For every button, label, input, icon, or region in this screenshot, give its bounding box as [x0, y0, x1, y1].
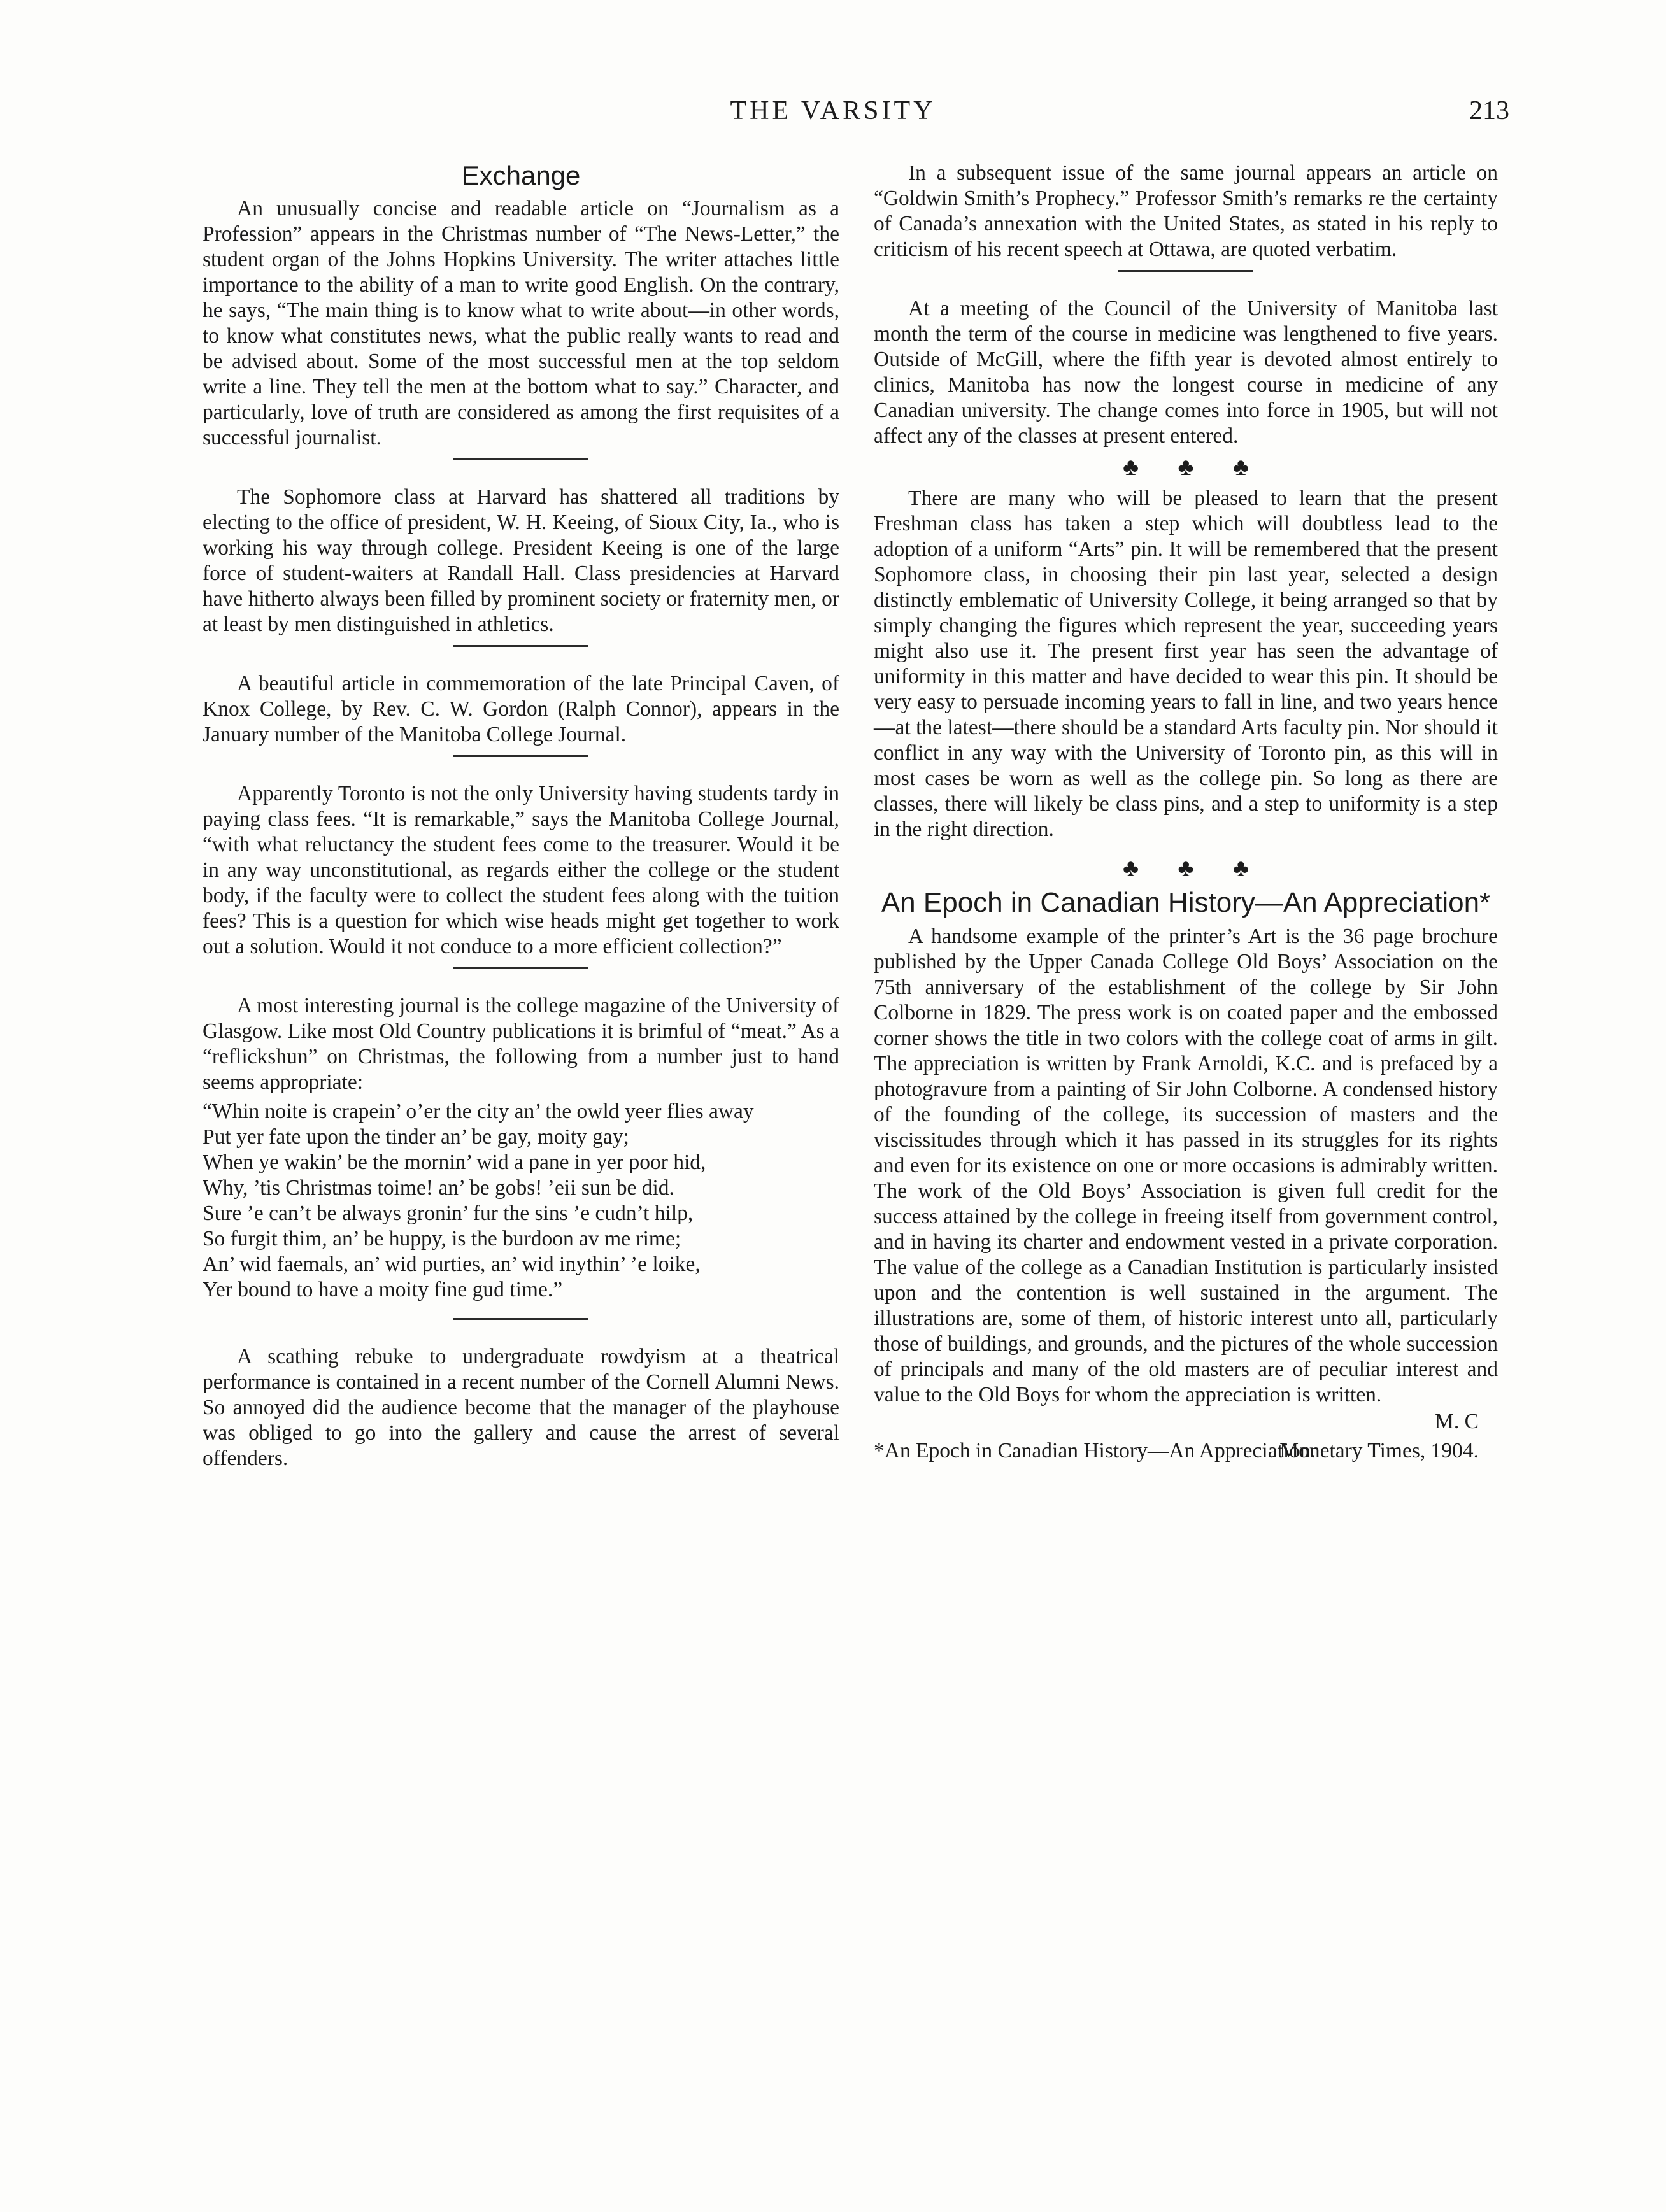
poem-line: Put yer fate upon the tinder an’ be gay, moity gay;	[203, 1125, 629, 1149]
poem-line: An’ wid faemals, an’ wid purties, an’ wid inythin’ ’e loike,	[203, 1252, 701, 1276]
section-divider	[453, 645, 588, 647]
arts-pin-paragraph: There are many who will be pleased to learn that the present Freshman class has taken a step which will doubtless lead to the adoption of a uniform “Arts” pin. It will be remembered that the present Sophomore class, in choosing their pin last year, selected a design distinctly emblematic of University College, it being arranged so that by simply changing the figures which represent the year, succeeding years might also use it. The present first year has seen the advantage of uniformity in this matter and have decided to wear this pin. It should be very easy to persuade incoming years to fall in line, and two years hence—at the latest—there should be a standard Arts faculty pin. Nor should it conflict in any way with the University of Toronto pin, as this will in most cases be worn as well as the college pin. So long as there are classes, there will likely be class pins, and a step to uniformity is a step in the right direction.	[874, 486, 1498, 841]
section-divider	[453, 458, 588, 460]
poem-line: When ye wakin’ be the mornin’ wid a pane in yer poor hid,	[203, 1151, 706, 1174]
page-number: 213	[1469, 96, 1509, 125]
poem-line: Yer bound to have a moity fine gud time.”	[203, 1278, 563, 1301]
poem-line: Why, ’tis Christmas toime! an’ be gobs! ’eii sun be did.	[203, 1176, 674, 1200]
right-column	[874, 160, 1498, 1464]
cornell-paragraph: A scathing rebuke to undergraduate rowdyism at a theatrical performance is contained in a recent number of the Cornell Alumni News. So annoyed did the audience become that the manager of the playhouse was obliged to go into the gallery and cause the arrest of several offenders.	[203, 1345, 839, 1470]
left-column	[203, 160, 839, 1471]
class-fees-paragraph: Apparently Toronto is not the only University having students tardy in paying class fees. “It is remarkable,” says the Manitoba College Journal, “with what reluctancy the student fees come to the treasurer. Would it be in any way unconstitutional, as regards either the college or the student body, if the faculty were to collect the student fees along with the tuition fees? This is a question for which wise heads might get together to work out a solution. Would it not conduce to a more efficient collection?”	[203, 782, 839, 958]
club-ornament: ♣ ♣ ♣	[1123, 454, 1265, 481]
glasgow-paragraph: A most interesting journal is the college magazine of the University of Glasgow. Like most Old Country publications it is brimful of “meat.” As a “reflickshun” on Christmas, the following from a number just to hand seems appropriate:	[203, 994, 839, 1094]
manitoba-medicine-paragraph: At a meeting of the Council of the University of Manitoba last month the term of the course in medicine was lengthened to five years. Outside of McGill, where the fifth year is devoted almost entirely to clinics, Manitoba has now the longest course in medicine of any Canadian university. The change comes into force in 1905, but will not affect any of the classes at present entered.	[874, 297, 1498, 448]
epoch-article-heading: An Epoch in Canadian History—An Appreciation*	[881, 887, 1491, 918]
footnote	[874, 1438, 1498, 1464]
author-signature: M. C	[1435, 1410, 1479, 1433]
section-divider	[1118, 270, 1253, 272]
journalism-paragraph: An unusually concise and readable article on “Journalism as a Profession” appears in the Christmas number of “The News-Letter,” the student organ of the Johns Hopkins University. The writer attaches little importance to the ability of a man to write good English. On the contrary, he says, “The main thing is to know what to write about—in other words, to know what constitutes news, what the public really wants to read and be advised about. Some of the most successful men at the top seldom write a line. They tell the men at the bottom what to say.” Character, and particularly, love of truth are considered as among the first requisites of a successful journalist.	[203, 197, 839, 450]
section-divider	[453, 1318, 588, 1320]
poem-line: So furgit thim, an’ be huppy, is the burdoon av me rime;	[203, 1227, 681, 1251]
poem-line: Sure ’e can’t be always gronin’ fur the sins ’e cudn’t hilp,	[203, 1202, 694, 1225]
harvard-paragraph: The Sophomore class at Harvard has shattered all traditions by electing to the office of president, W. H. Keeing, of Sioux City, Ia., who is working his way through college. President Keeing is one of the large force of student-waiters at Randall Hall. Class presidencies at Harvard have hitherto always been filled by prominent society or fraternity men, or at least by men distinguished in athletics.	[203, 485, 839, 636]
goldwin-smith-paragraph: In a subsequent issue of the same journal appears an article on “Goldwin Smith’s Prophecy.” Professor Smith’s remarks re the certainty of Canada’s annexation with the United States, as stated in his reply to criticism of his recent speech at Ottawa, are quoted verbatim.	[874, 161, 1498, 261]
christmas-poem	[203, 1099, 839, 1303]
section-divider	[453, 755, 588, 757]
exchange-heading: Exchange	[461, 160, 581, 190]
poem-line: “Whin noite is crapein’ o’er the city an’ the owld yeer flies away	[203, 1100, 754, 1123]
section-divider	[453, 967, 588, 969]
epoch-article-body: A handsome example of the printer’s Art is the 36 page brochure published by the Upper Canada College Old Boys’ Association on the 75th anniversary of the establishment of the college by Sir John Colborne in 1829. The press work is on coated paper and the embossed corner shows the title in two colors with the college coat of arms in gilt. The appreciation is written by Frank Arnoldi, K.C. and is prefaced by a photogravure from a painting of Sir John Colborne. A condensed history of the founding of the college, its succession of masters and the viscissitudes through which it has passed in its struggles for its rights and even for its existence on one or more occasions is admirably written. The work of the Old Boys’ Association is given full credit for the success attained by the college in freeing itself from government control, and in having its charter and endowment vested in a private corporation. The value of the college as a Canadian Institution is particularly insisted upon and the contention is well sustained in the argument. The illustrations are, some of them, of historic interest unto all, particularly those of buildings, and grounds, and the pictures of the whole succession of principals and many of the old masters are of peculiar interest and value to the Old Boys for whom the appreciation is written.	[874, 925, 1498, 1407]
footnote-text: *An Epoch in Canadian History—An Appreciation.	[874, 1439, 1316, 1463]
running-title: THE VARSITY	[730, 96, 936, 125]
footnote-source: Monetary Times, 1904.	[1279, 1439, 1479, 1463]
club-ornament: ♣ ♣ ♣	[1123, 855, 1265, 882]
caven-paragraph: A beautiful article in commemoration of the late Principal Caven, of Knox College, by Rev. C. W. Gordon (Ralph Connor), appears in the January number of the Manitoba College Journal.	[203, 672, 839, 746]
